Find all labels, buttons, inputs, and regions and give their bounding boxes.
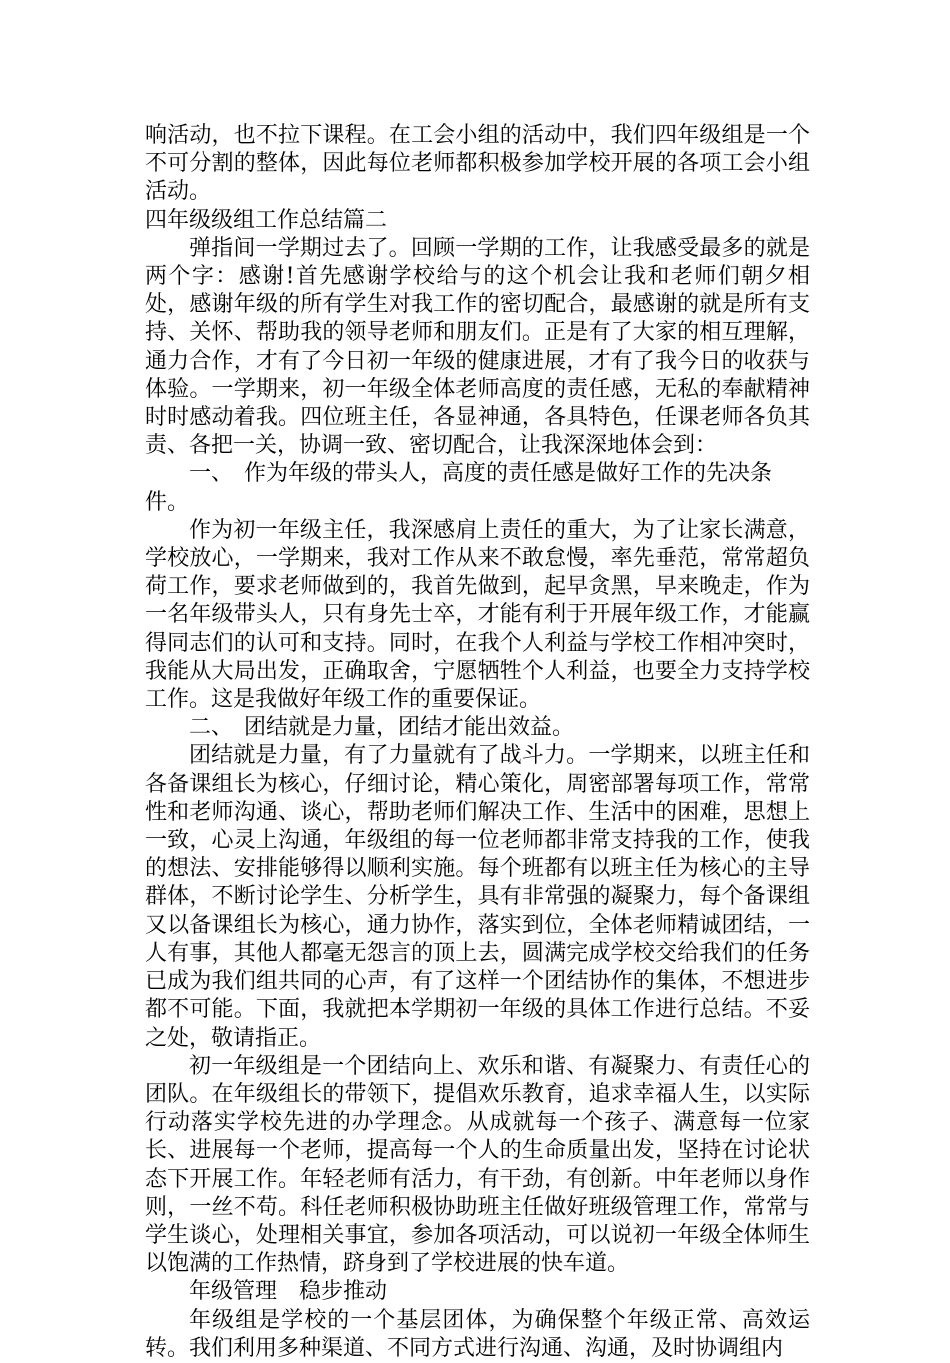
paragraph: 作为初一年级主任，我深感肩上责任的重大，为了让家长满意，学校放心，一学期来，我对工作从来不敢怠慢，率先垂范，常常超负荷工作，要求老师做到的，我首先做到，起早贪黑，早来晚走，作为一名年级带头人，只有身先士卒，才能有利于开展年级工作，才能赢得同志们的认可和支持。同时，在我个人利益与学校工作相冲突时，我能从大局出发，正确取舍，宁愿牺牲个人利益，也要全力支持学校工作。这是我做好年级工作的重要保证。 [145, 517, 810, 713]
subheading-3: 年级管理 稳步推动 [189, 1279, 388, 1305]
subheading-2: 二、 团结就是力量，团结才能出效益。 [189, 715, 575, 741]
section-title: 四年级级组工作总结篇二 [145, 207, 388, 233]
document-body [145, 122, 810, 1363]
paragraph: 团结就是力量，有了力量就有了战斗力。一学期来，以班主任和各备课组长为核心，仔细讨论，精心策化，周密部署每项工作，常常性和老师沟通、谈心，帮助老师们解决工作、生活中的困难，思想上一致，心灵上沟通，年级组的每一位老师都非常支持我的工作，使我的想法、安排能够得以顺利实施。每个班都有以班主任为核心的主导群体，不断讨论学生、分析学生，具有非常强的凝聚力，每个备课组又以备课组长为核心，通力协作，落实到位，全体老师精诚团结，一人有事，其他人都毫无怨言的顶上去，圆满完成学校交给我们的任务已成为我们组共同的心声，有了这样一个团结协作的集体，不想进步都不可能。下面，我就把本学期初一年级的具体工作进行总结。不妥之处，敬请指正。 [145, 743, 810, 1051]
paragraph-continuation: 响活动，也不拉下课程。在工会小组的活动中，我们四年级组是一个不可分割的整体，因此每位老师都积极参加学校开展的各项工会小组活动。 [145, 123, 810, 205]
subheading-1: 一、 作为年级的带头人，高度的责任感是做好工作的先决条件。 [145, 461, 773, 515]
paragraph: 弹指间一学期过去了。回顾一学期的工作，让我感受最多的就是两个字：感谢!首先感谢学校给与的这个机会让我和老师们朝夕相处，感谢年级的所有学生对我工作的密切配合，最感谢的就是所有支持、关怀、帮助我的领导老师和朋友们。正是有了大家的相互理解，通力合作，才有了今日初一年级的健康进展，才有了我今日的收获与体验。一学期来，初一年级全体老师高度的责任感，无私的奉献精神时时感动着我。四位班主任，各显神通，各具特色，任课老师各负其责、各把一关，协调一致、密切配合，让我深深地体会到： [145, 235, 810, 459]
paragraph: 年级组是学校的一个基层团体，为确保整个年级正常、高效运转。我们利用多种渠道、不同方式进行沟通、沟通，及时协调组内 [145, 1307, 810, 1361]
paragraph: 初一年级组是一个团结向上、欢乐和谐、有凝聚力、有责任心的团队。在年级组长的带领下，提倡欢乐教育，追求幸福人生，以实际行动落实学校先进的办学理念。从成就每一个孩子、满意每一位家长、进展每一个老师，提高每一个人的生命质量出发，坚持在讨论状态下开展工作。年轻老师有活力，有干劲，有创新。中年老师以身作则，一丝不苟。科任老师积极协助班主任做好班级管理工作，常常与学生谈心，处理相关事宜，参加各项活动，可以说初一年级全体师生以饱满的工作热情，跻身到了学校进展的快车道。 [145, 1053, 810, 1277]
